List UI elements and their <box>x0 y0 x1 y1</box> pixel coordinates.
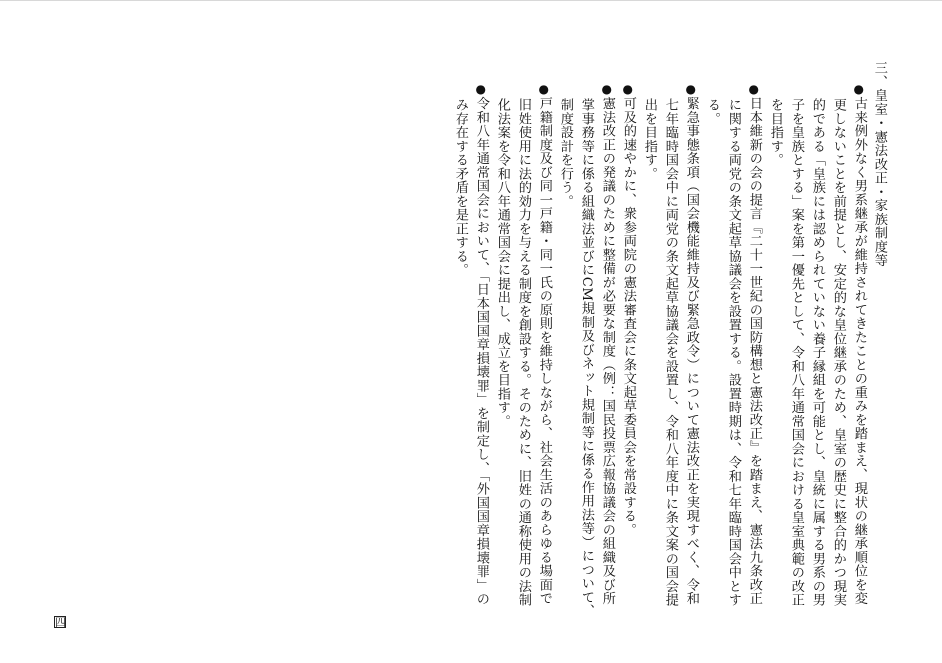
text-column <box>851 82 866 605</box>
column-text: 的である「皇族には認められていない養子縁組を可能とし、皇統に属する男系の男 <box>809 98 825 607</box>
bullet-marker: ● <box>851 82 866 97</box>
bullet-marker: ● <box>683 82 698 97</box>
column-text: を目指す。 <box>767 98 783 167</box>
column-text: 出を目指す。 <box>641 98 657 181</box>
text-column <box>452 98 467 277</box>
text-column <box>662 98 677 607</box>
text-column <box>830 98 845 607</box>
bullet-marker: ● <box>746 82 761 97</box>
column-text: に関する両党の条文起草協議会を設置する。設置時期は、令和七年臨時国会中とす <box>725 98 741 607</box>
bullet-marker: ● <box>620 82 635 97</box>
text-column <box>536 82 551 605</box>
text-column <box>746 82 761 605</box>
text-column <box>494 98 509 428</box>
text-column <box>641 98 656 181</box>
text-column <box>515 98 530 607</box>
bullet-marker: ● <box>599 82 614 97</box>
column-text: 七年臨時国会中に両党の条文起草協議会を設置し、令和八年度中に条文案の国会提 <box>662 98 678 607</box>
bullet-marker: ● <box>473 82 488 97</box>
text-column <box>767 98 782 167</box>
column-text: 戸籍制度及び同一戸籍・同一氏の原則を維持しながら、社会生活のあらゆる場面で <box>536 96 552 606</box>
column-text: 更しないことを前提とし、安定的な皇位継承のため、皇室の歴史に整合的かつ現実 <box>830 98 846 607</box>
column-text: 緊急事態条項（国会機能維持及び緊急政令）について憲法改正を実現すべく、令和 <box>683 96 699 606</box>
text-column <box>788 98 803 607</box>
section-title <box>872 61 886 267</box>
text-column <box>578 98 593 618</box>
column-text: 古来例外なく男系継承が維持されてきたことの重みを踏まえ、現状の継承順位を変 <box>851 96 867 606</box>
column-text: 可及的速やかに、衆参両院の憲法審査会に条文起草委員会を常設する。 <box>620 96 636 537</box>
column-text: 憲法改正の発議のために整備が必要な制度（例：国民投票広報協議会の組織及び所 <box>599 96 615 606</box>
column-text: み存在する矛盾を是正する。 <box>452 98 468 277</box>
column-text: 掌事務等に係る組織法並びにCM規制及びネット規制等に係る作用法等）について、 <box>578 98 594 618</box>
column-text: 制度設計を行う。 <box>557 98 573 208</box>
text-column <box>704 98 719 126</box>
column-text: 化法案を令和八年通常国会に提出し、成立を目指す。 <box>494 98 510 428</box>
text-column <box>683 82 698 605</box>
text-column <box>725 98 740 607</box>
column-text: 日本維新の会の提言『二十一世紀の国防構想と憲法改正』を踏まえ、憲法九条改正 <box>746 96 762 606</box>
text-column <box>809 98 824 607</box>
column-text: 子を皇族とする」案を第一優先として、令和八年通常国会における皇室典範の改正 <box>788 98 804 607</box>
top-divider <box>0 0 942 1</box>
text-column <box>599 82 614 605</box>
bullet-marker: ● <box>536 82 551 97</box>
column-text: 令和八年通常国会において、「日本国国章損壊罪」を制定し、「外国国章損壊罪」の <box>473 96 489 606</box>
page-number: 四 <box>55 616 66 629</box>
text-column <box>620 82 635 537</box>
text-column <box>473 82 488 606</box>
column-text: る。 <box>704 98 720 126</box>
section-title-text: 三、皇室・憲法改正・家族制度等 <box>871 61 887 268</box>
column-text: 旧姓使用に法的効力を与える制度を創設する。そのために、旧姓の通称使用の法制 <box>515 98 531 607</box>
text-column <box>557 98 572 208</box>
